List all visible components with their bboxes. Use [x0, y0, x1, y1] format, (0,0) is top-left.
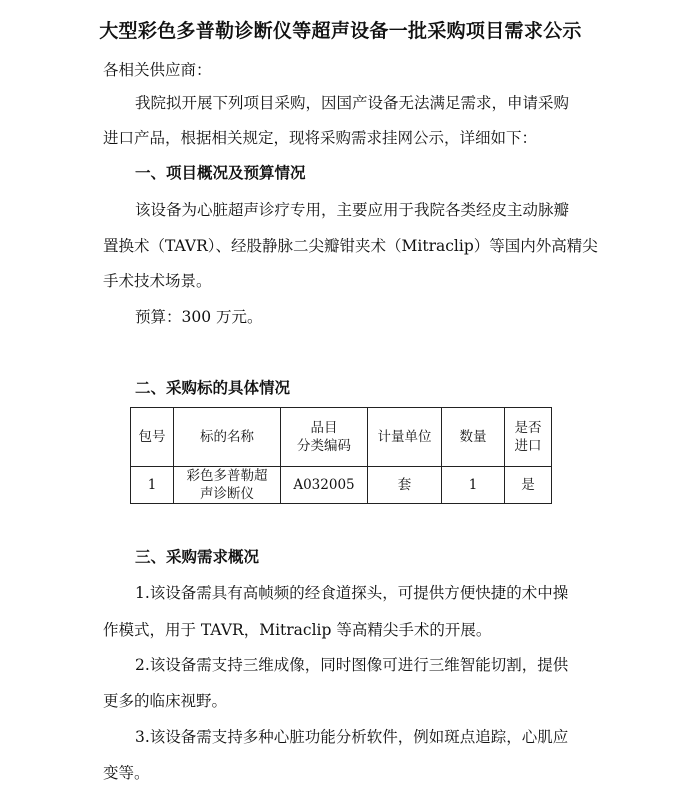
intro-line-1: 我院拟开展下列项目采购，因国产设备无法满足需求，申请采购 — [135, 94, 570, 112]
cell-code: A032005 — [281, 467, 368, 504]
intro-line-2: 进口产品，根据相关规定，现将采购需求挂网公示，详细如下： — [103, 129, 538, 147]
item-3-line-2: 变等。 — [103, 764, 150, 782]
table-header-row — [131, 408, 552, 467]
cell-import: 是 — [505, 467, 552, 504]
cell-qty: 1 — [442, 467, 505, 504]
header-qty: 数量 — [442, 408, 505, 467]
table-row — [131, 467, 552, 504]
section-1-para-line-1: 该设备为心脏超声诊疗专用，主要应用于我院各类经皮主动脉瓣 — [135, 201, 570, 219]
document-title: 大型彩色多普勒诊断仪等超声设备一批采购项目需求公示 — [99, 20, 582, 42]
item-2-line-2: 更多的临床视野。 — [103, 692, 228, 710]
header-import: 是否 进口 — [505, 408, 552, 467]
section-3-heading: 三、采购需求概况 — [135, 547, 260, 566]
cell-name: 彩色多普勒超 声诊断仪 — [174, 467, 281, 504]
item-1-line-1: 1.该设备需具有高帧频的经食道探头，可提供方便快捷的术中操 — [135, 584, 569, 602]
item-1-line-2: 作模式，用于 TAVR，Mitraclip 等高精尖手术的开展。 — [103, 621, 492, 639]
section-1-para-line-2: 置换术（TAVR）、经股静脉二尖瓣钳夹术（Mitraclip）等国内外高精尖 — [103, 237, 598, 255]
salutation: 各相关供应商： — [103, 61, 212, 79]
procurement-table — [130, 407, 552, 504]
cell-unit: 套 — [368, 467, 442, 504]
item-3-line-1: 3.该设备需支持多种心脏功能分析软件，例如斑点追踪，心肌应 — [135, 728, 569, 746]
item-2-line-1: 2.该设备需支持三维成像，同时图像可进行三维智能切割，提供 — [135, 656, 569, 674]
cell-pkg: 1 — [131, 467, 174, 504]
section-1-para-line-3: 手术技术场景。 — [103, 272, 212, 290]
section-2-heading: 二、采购标的具体情况 — [135, 378, 291, 397]
header-pkg: 包号 — [131, 408, 174, 467]
section-1-heading: 一、项目概况及预算情况 — [135, 163, 306, 182]
budget-text: 预算：300 万元。 — [135, 308, 263, 326]
header-unit: 计量单位 — [368, 408, 442, 467]
header-code: 品目 分类编码 — [281, 408, 368, 467]
header-name: 标的名称 — [174, 408, 281, 467]
